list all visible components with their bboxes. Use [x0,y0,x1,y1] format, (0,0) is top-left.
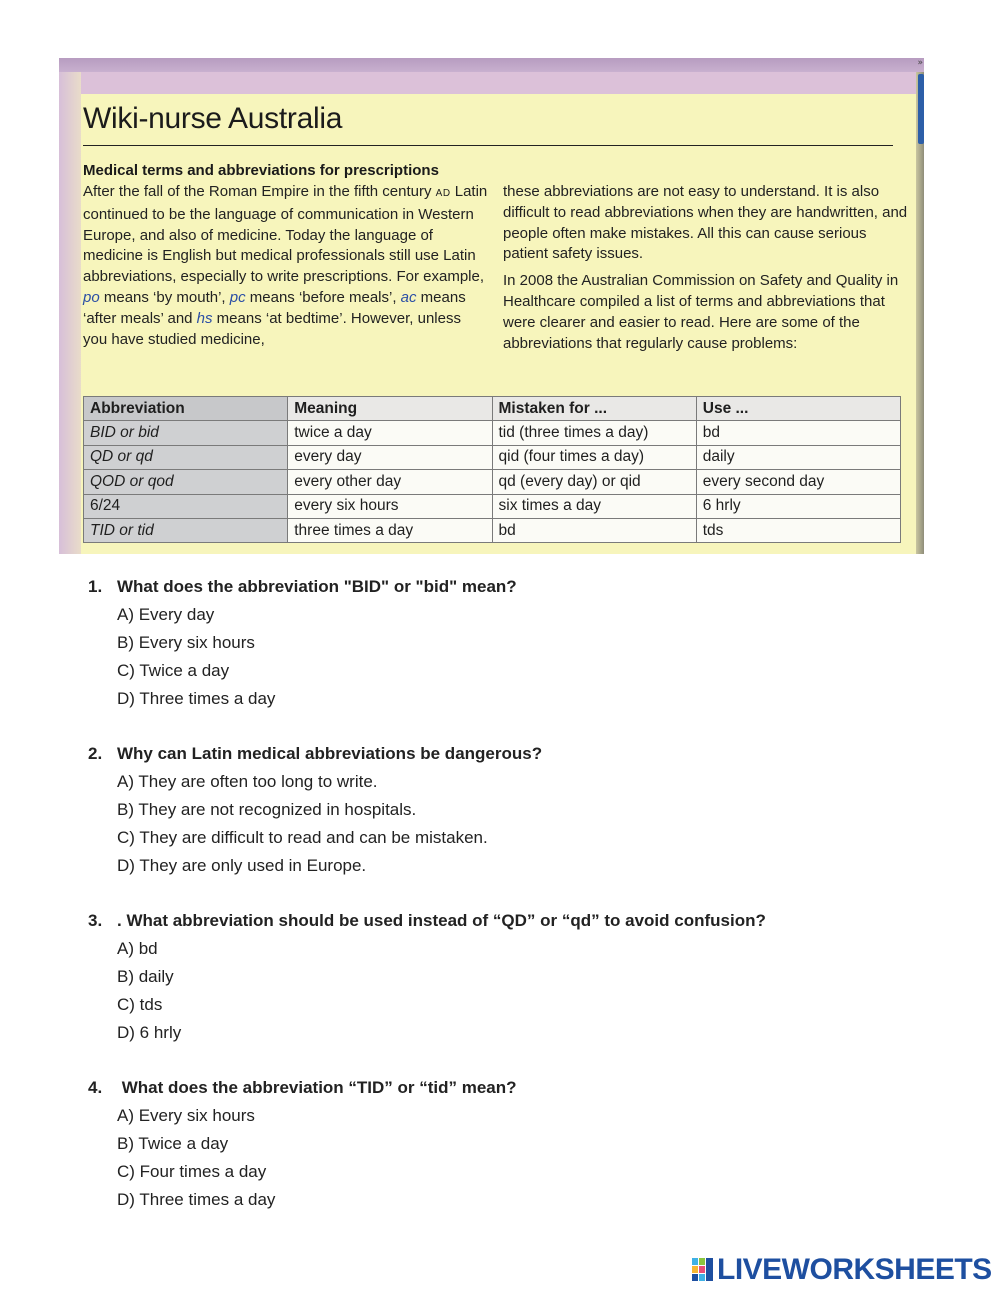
table-cell: every six hours [288,494,492,518]
text-run: After the fall of the Roman Empire in the fifth century [83,183,436,200]
answer-options [88,601,968,713]
question-text: Why can Latin medical abbreviations be dangerous? [117,744,543,763]
text-run: Latin continued to be the language of communication in Western Europe, and also of medicine. Today the language of medicine is English but medical professionals still use Latin abbreviations, especially to write prescriptions. For example, [83,183,488,286]
table-cell: TID or tid [84,518,288,542]
table-cell: BID or bid [84,421,288,445]
answer-option[interactable]: B) Every six hours [117,633,255,652]
panel-top-border [81,72,924,94]
answer-option[interactable]: A) Every six hours [117,1106,255,1125]
table-cell: six times a day [492,494,696,518]
question-heading [88,1074,968,1102]
table-cell: three times a day [288,518,492,542]
table-cell: 6 hrly [696,494,900,518]
question-number: 2. [88,744,103,763]
question-1 [88,573,968,713]
question-heading [88,573,968,601]
text-run: means ‘by mouth’, [99,288,230,306]
textbook-panel [59,58,924,554]
answer-option[interactable]: B) They are not recognized in hospitals. [117,800,417,819]
text-run-era: AD [435,188,451,199]
answer-option[interactable]: C) Twice a day [117,661,230,680]
article-right-column [503,182,908,354]
column-header: Meaning [288,397,492,421]
answer-option[interactable]: B) daily [117,967,174,986]
article-subheading: Medical terms and abbreviations for prescriptions [83,162,439,179]
question-heading [88,740,968,768]
panel-right-edge [916,72,924,554]
title-divider [83,145,893,146]
panel-top-bar [59,58,924,72]
question-text: What does the abbreviation “TID” or “tid” mean? [117,1078,517,1097]
table-cell: qd (every day) or qid [492,470,696,494]
term-pc: pc [229,288,246,306]
answer-option[interactable]: D) 6 hrly [117,1023,182,1042]
answer-options [88,935,968,1047]
panel-left-border [59,72,81,554]
paragraph: In 2008 the Australian Commission on Safety and Quality in Healthcare compiled a list of terms and abbreviations that were clearer and easier to read. Here are some of the abbreviations that regularly cause problems: [503,272,899,352]
question-2 [88,740,968,880]
table-cell: every day [288,445,492,469]
term-hs: hs [196,309,213,327]
answer-options [88,768,968,880]
paragraph: these abbreviations are not easy to understand. It is also difficult to read abbreviations when they are handwritten, and people often make mistakes. All this can cause serious patient safety issues. [503,183,908,263]
question-number: 3. [88,911,103,930]
table-cell: twice a day [288,421,492,445]
answer-option[interactable]: D) Three times a day [117,1190,276,1209]
table-row [84,421,901,445]
page-marker-tab [918,74,924,144]
question-4 [88,1074,968,1214]
article-title: Wiki-nurse Australia [83,102,343,135]
text-run: means ‘at bedtime’. However, unless you have studied medicine, [83,309,461,348]
corner-glyph: » [917,58,923,68]
text-run: means ‘before meals’, [245,288,401,306]
column-header: Abbreviation [84,397,288,421]
table-cell: tds [696,518,900,542]
text-run: means ‘after meals’ and [83,288,466,327]
answer-option[interactable]: A) bd [117,939,158,958]
answer-options [88,1102,968,1214]
question-heading [88,907,968,935]
question-list [88,573,968,1241]
table-cell: qid (four times a day) [492,445,696,469]
table-cell: every other day [288,470,492,494]
answer-option[interactable]: A) Every day [117,605,215,624]
question-number: 1. [88,577,103,596]
table-cell: bd [492,518,696,542]
table-row [84,494,901,518]
answer-option[interactable]: A) They are often too long to write. [117,772,378,791]
answer-option[interactable]: C) They are difficult to read and can be mistaken. [117,828,488,847]
answer-option[interactable]: C) tds [117,995,163,1014]
answer-option[interactable]: B) Twice a day [117,1134,229,1153]
table-cell: tid (three times a day) [492,421,696,445]
liveworksheets-logo-icon [692,1258,714,1282]
abbreviation-table [83,396,901,543]
column-header: Use ... [696,397,900,421]
table-cell: QOD or qod [84,470,288,494]
table-header-row [84,397,901,421]
table-cell: QD or qd [84,445,288,469]
table-cell: 6/24 [84,494,288,518]
question-text: . What abbreviation should be used instead of “QD” or “qd” to avoid confusion? [117,911,766,930]
question-3 [88,907,968,1047]
table-cell: bd [696,421,900,445]
question-text: What does the abbreviation "BID" or "bid" mean? [117,577,517,596]
table-row [84,445,901,469]
article-left-column [83,182,488,350]
liveworksheets-logo [692,1253,992,1287]
table-row [84,470,901,494]
term-po: po [83,288,100,306]
logo-wordmark: LIVEWORKSHEETS [717,1253,992,1286]
answer-option[interactable]: D) Three times a day [117,689,276,708]
answer-option[interactable]: C) Four times a day [117,1162,267,1181]
column-header: Mistaken for ... [492,397,696,421]
term-ac: ac [400,288,417,306]
table-cell: every second day [696,470,900,494]
answer-option[interactable]: D) They are only used in Europe. [117,856,367,875]
table-cell: daily [696,445,900,469]
question-number: 4. [88,1078,103,1097]
table-row [84,518,901,542]
